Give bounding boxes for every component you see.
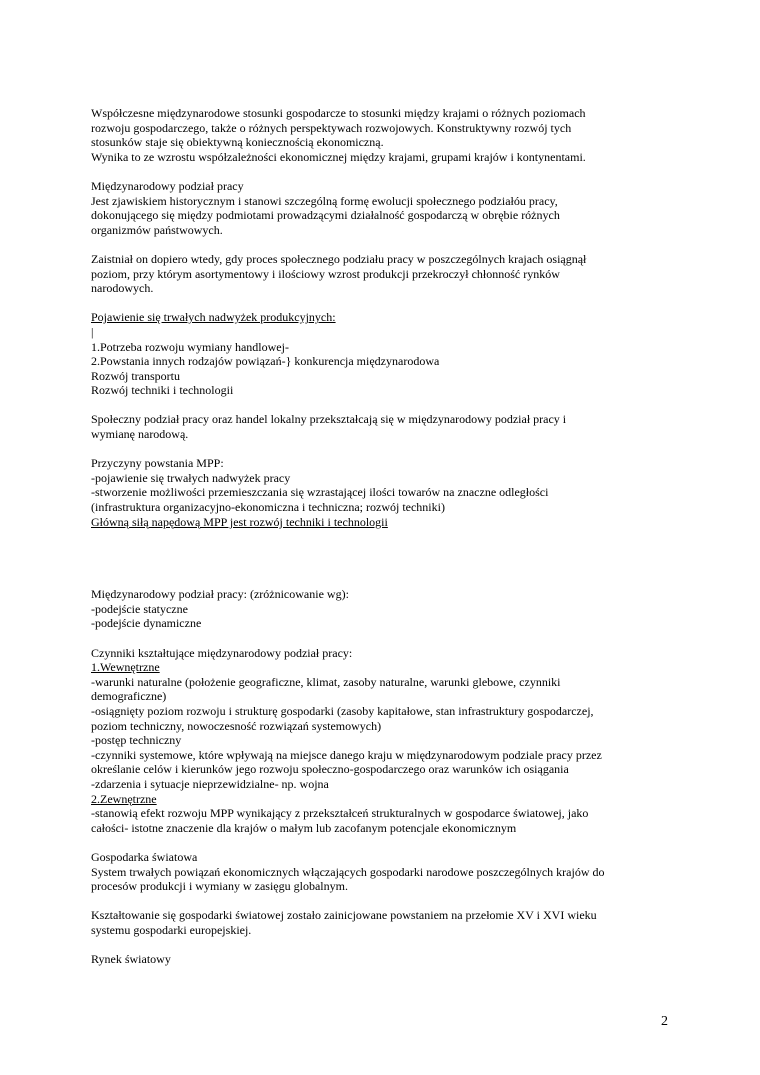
driving-force-statement: Główną siłą napędową MPP jest rozwój techniki i technologii [91,514,388,529]
list-item: Rozwój transportu [91,368,180,383]
list-item: -zdarzenia i sytuacje nieprzewidzialne- np. wojna [91,776,329,791]
text-line: Współczesne międzynarodowe stosunki gospodarcze to stosunki między krajami o różnych poziomach [91,106,586,120]
text-line: stosunków staje się obiektywną koniecznością ekonomiczną. [91,135,384,150]
list-item: Rozwój techniki i technologii [91,383,234,398]
causes-section [91,456,681,529]
text-line: dokonującego się między podmiotami prowadzącymi działalność gospodarczą w obrębie różnych [91,208,560,223]
arrow-marker: | [91,324,94,339]
section-heading: Gospodarka światowa [91,849,198,864]
document-page [91,106,681,967]
subsection-heading-internal: 1.Wewnętrzne [91,660,160,675]
list-item: określanie celów i kierunków jego rozwoju społeczno-gospodarczego oraz warunków ich osiągania [91,762,569,777]
text-line: System trwałych powiązań ekonomicznych włączających gospodarki narodowe poszczególnych krajów do [91,864,605,879]
approaches-section [91,587,681,631]
section-heading: Pojawienie się trwałych nadwyżek produkcyjnych: [91,310,336,325]
text-line: Zaistniał on dopiero wtedy, gdy proces społecznego podziału pracy w poszczególnych krajach osiągnął [91,251,587,266]
text-line: Kształtowanie się gospodarki światowej zostało zainicjowane powstaniem na przełomie XV i XVI wieku [91,908,597,923]
social-division-paragraph [91,412,681,441]
list-item: (infrastruktura organizacyjno-ekonomiczna i techniczna; rozwój techniki) [91,500,445,515]
surplus-section [91,310,681,398]
list-item: 1.Potrzeba rozwoju wymiany handlowej- [91,339,289,354]
text-line: wymianę narodową. [91,427,189,442]
list-item: -stworzenie możliwości przemieszczania się wzrastającej ilości towarów na znaczne odległości [91,485,549,500]
subsection-heading-external: 2.Zewnętrzne [91,791,157,806]
text-line: narodowych. [91,281,154,296]
section-heading: Czynniki kształtujące międzynarodowy podział pracy: [91,645,353,660]
text-line: organizmów państwowych. [91,222,223,237]
list-item: -osiągnięty poziom rozwoju i strukturę gospodarki (zasoby kapitałowe, stan infrastruktury gospodarczej, [91,703,594,718]
origin-paragraph [91,252,681,296]
list-item: 2.Powstania innych rodzajów powiązań-} konkurencja międzynarodowa [91,354,440,369]
world-market-section [91,952,681,967]
text-line: Jest zjawiskiem historycznym i stanowi szczególną formę ewolucji społecznego podziałóu pracy, [91,193,558,208]
section-heading: Międzynarodowy podział pracy: (zróżnicowanie wg): [91,587,349,602]
text-line: Wynika to ze wzrostu współzależności ekonomicznej między krajami, grupami krajów i kontynentami. [91,149,586,164]
list-item: -podejście statyczne [91,601,188,616]
list-item: -warunki naturalne (położenie geograficzne, klimat, zasoby naturalne, warunki glebowe, czynniki [91,674,561,689]
formation-paragraph [91,908,681,937]
text-line: systemu gospodarki europejskiej. [91,922,252,937]
page-number: 2 [661,1014,668,1029]
list-item: -postęp techniczny [91,733,182,748]
list-item: -czynniki systemowe, które wpływają na miejsce danego kraju w międzynarodowym podziale pracy przez [91,747,602,762]
list-item: -pojawienie się trwałych nadwyżek pracy [91,470,291,485]
text-line: procesów produkcji i wymiany w zasięgu globalnym. [91,879,348,894]
section-heading: Przyczyny powstania MPP: [91,456,224,471]
mpp-definition-section [91,179,681,237]
text-line: poziom, przy którym asortymentowy i ilościowy wzrost produkcji przekroczył chłonność rynków [91,266,560,281]
section-heading: Międzynarodowy podział pracy [91,178,244,193]
list-item: poziom techniczny, nowoczesność rozwiązań systemowych) [91,718,382,733]
section-heading: Rynek światowy [91,952,171,967]
factors-section [91,646,681,836]
text-line: rozwoju gospodarczego, także o różnych perspektywach rozwojowych. Konstruktywny rozwój tych [91,120,572,135]
list-item: -podejście dynamiczne [91,616,202,631]
list-item: całości- istotne znaczenie dla krajów o małym lub zacofanym potencjale ekonomicznym [91,820,517,835]
world-economy-section [91,850,681,894]
list-item: -stanowią efekt rozwoju MPP wynikający z przekształceń strukturalnych w gospodarce światowej, jako [91,806,589,821]
list-item: demograficzne) [91,689,167,704]
intro-paragraph [91,106,681,164]
text-line: Społeczny podział pracy oraz handel lokalny przekształcają się w międzynarodowy podział pracy i [91,412,567,427]
